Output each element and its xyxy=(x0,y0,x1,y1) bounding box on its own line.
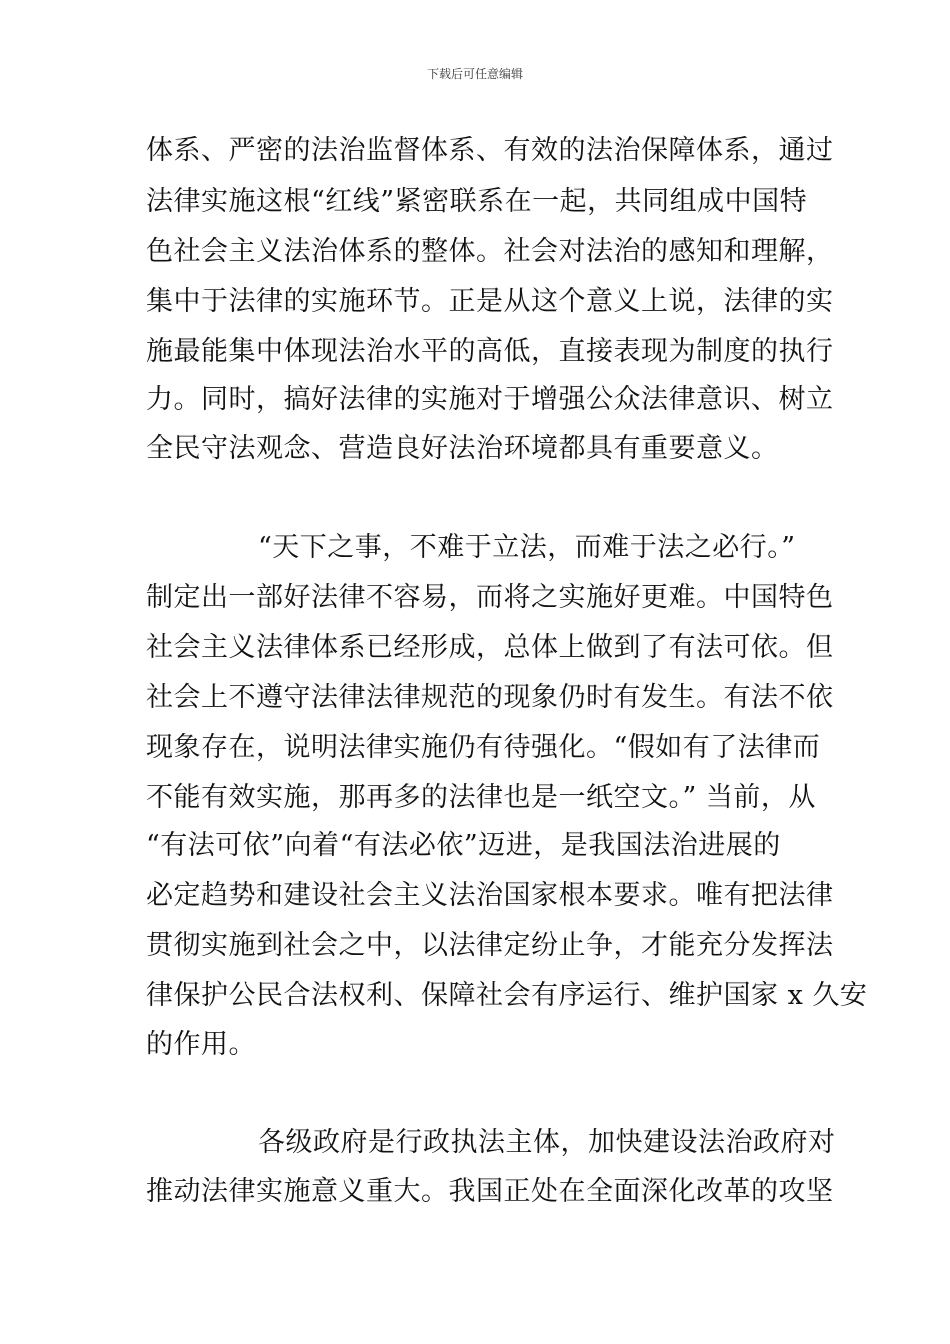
text-line: 各级政府是行政执法主体，加快建设法治政府对 xyxy=(258,1127,836,1158)
page-header: 下载后可任意编辑 xyxy=(426,67,523,81)
text-line: 体系、严密的法治监督体系、有效的法治保障体系，通过 xyxy=(146,135,834,166)
text-line: “天下之事，不难于立法，而难于法之必行。” xyxy=(258,532,796,563)
text-line: 推动法律实施意义重大。我国正处在全面深化改革的攻坚 xyxy=(146,1176,834,1207)
text-line: 色社会主义法治体系的整体。社会对法治的感知和理解， xyxy=(146,236,834,267)
text-line: 施最能集中体现法治水平的高低，直接表现为制度的执行 xyxy=(146,336,834,367)
text-line: 社会主义法律体系已经形成，总体上做到了有法可依。但 xyxy=(146,632,834,663)
text-line: 制定出一部好法律不容易，而将之实施好更难。中国特色 xyxy=(146,582,834,613)
text-line: 法律实施这根“红线”紧密联系在一起，共同组成中国特 xyxy=(146,186,808,217)
text-line: 现象存在，说明法律实施仍有待强化。“假如有了法律而 xyxy=(146,732,821,763)
text-line: 的作用。 xyxy=(146,1029,256,1060)
text-line: 社会上不遵守法律法律规范的现象仍时有发生。有法不依 xyxy=(146,682,834,713)
text-line: 全民守法观念、营造良好法治环境都具有重要意义。 xyxy=(146,433,779,464)
text-line: “有法可依”向着“有法必依”迈进，是我国法治进展的 xyxy=(146,830,781,861)
text-line: 必定趋势和建设社会主义法治国家根本要求。唯有把法律 xyxy=(146,880,834,911)
text-line: 不能有效实施，那再多的法律也是一纸空文。” 当前，从 xyxy=(146,782,816,813)
text-line: 集中于法律的实施环节。正是从这个意义上说，法律的实 xyxy=(146,286,834,317)
text-line: 贯彻实施到社会之中，以法律定纷止争，才能充分发挥法 xyxy=(146,930,834,961)
text-line: 律保护公民合法权利、保障社会有序运行、维护国家 x 久安 xyxy=(146,980,868,1011)
text-line: 力。同时，搞好法律的实施对于增强公众法律意识、树立 xyxy=(146,384,834,415)
